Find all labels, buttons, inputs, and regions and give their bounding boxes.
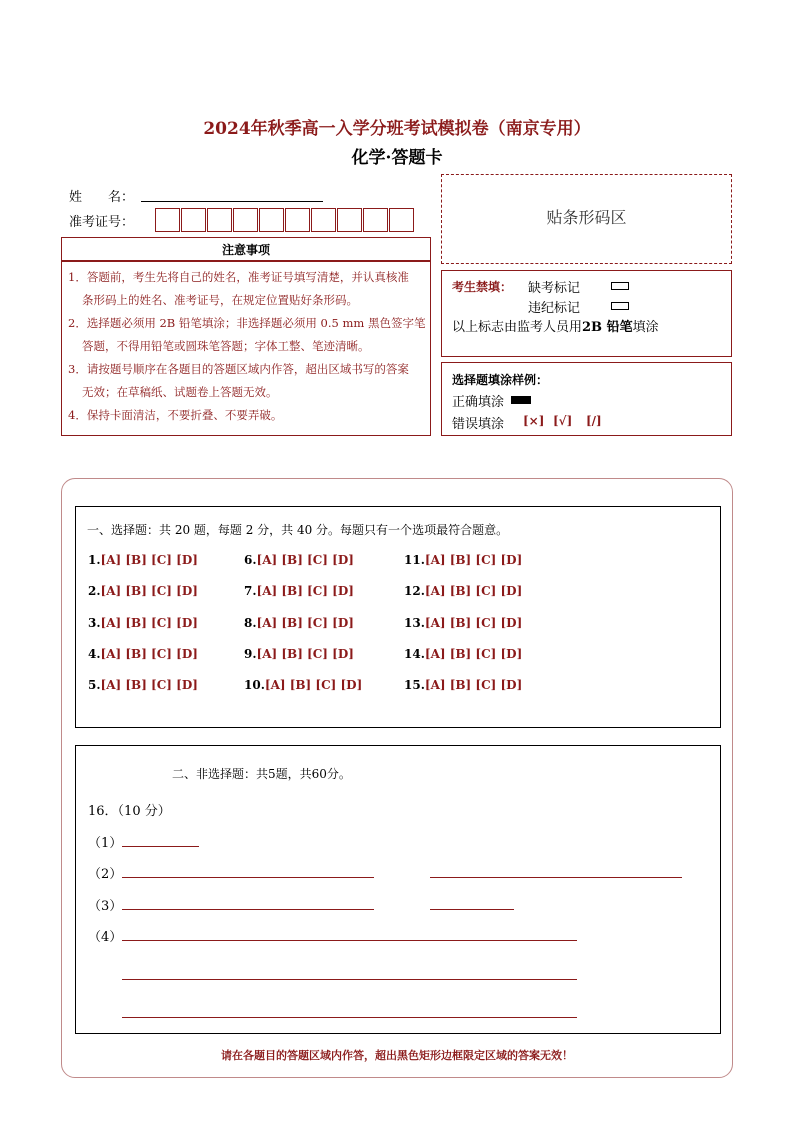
forbidden-label: 考生禁填：	[452, 280, 513, 294]
fill-example-title: 选择题填涂样例：	[452, 373, 549, 387]
choice-q12[interactable]: 12.[A] [B] [C] [D]	[404, 584, 523, 598]
choice-q13[interactable]: 13.[A] [B] [C] [D]	[404, 616, 523, 630]
part-3-label: （3）	[88, 899, 123, 914]
forbidden-panel	[441, 270, 732, 357]
part-3-answer-line-a[interactable]	[122, 909, 374, 910]
part-3-answer-line-b[interactable]	[430, 909, 514, 910]
part-4-answer-line-2[interactable]	[122, 979, 577, 980]
choice-q3[interactable]: 3.[A] [B] [C] [D]	[88, 616, 198, 630]
wrong-fill-slash: [/]	[586, 414, 602, 428]
notice-item: 条形码上的姓名、准考证号，在规定位置贴好条形码。	[82, 293, 358, 307]
exam-id-box[interactable]	[155, 208, 180, 232]
exam-id-box[interactable]	[181, 208, 206, 232]
notice-body	[61, 261, 431, 436]
choice-q2[interactable]: 2.[A] [B] [C] [D]	[88, 584, 198, 598]
choice-section	[75, 506, 721, 728]
choice-q5[interactable]: 5.[A] [B] [C] [D]	[88, 678, 198, 692]
choice-q7[interactable]: 7.[A] [B] [C] [D]	[244, 584, 354, 598]
violation-mark-box[interactable]	[611, 302, 629, 310]
exam-id-box[interactable]	[311, 208, 336, 232]
choice-q9[interactable]: 9.[A] [B] [C] [D]	[244, 647, 354, 661]
exam-id-box[interactable]	[337, 208, 362, 232]
choice-q14[interactable]: 14.[A] [B] [C] [D]	[404, 647, 523, 661]
part-2-answer-line-b[interactable]	[430, 877, 682, 878]
choice-q15[interactable]: 15.[A] [B] [C] [D]	[404, 678, 523, 692]
page-subtitle: 化学·答题卡	[351, 148, 443, 168]
fill-example-panel	[441, 362, 732, 436]
notice-item: 无效；在草稿纸、试题卷上答题无效。	[82, 385, 278, 399]
barcode-area: 贴条形码区	[441, 174, 732, 264]
exam-id-box[interactable]	[233, 208, 258, 232]
part-2-answer-line-a[interactable]	[122, 877, 374, 878]
exam-id-box[interactable]	[285, 208, 310, 232]
name-field[interactable]	[141, 201, 323, 202]
wrong-fill-check: [√]	[553, 414, 573, 428]
forbidden-note-suffix: 填涂	[632, 320, 659, 335]
part-1-label: （1）	[88, 836, 123, 851]
forbidden-note	[452, 316, 659, 335]
notice-item: 2．选择题必须用 2B 铅笔填涂；非选择题必须用 0.5 mm 黑色签字笔	[68, 316, 426, 330]
free-response-heading: 二、非选择题：共5题，共60分。	[172, 767, 351, 781]
exam-id-box[interactable]	[207, 208, 232, 232]
page-title: 2024年秋季高一入学分班考试模拟卷（南京专用）	[203, 119, 591, 139]
absent-mark-label: 缺考标记	[528, 281, 581, 296]
name-label: 姓 名：	[69, 190, 135, 205]
q16-label: 16．（10 分）	[88, 804, 171, 819]
absent-mark-box[interactable]	[611, 282, 629, 290]
exam-id-label: 准考证号：	[69, 215, 135, 230]
part-2-label: （2）	[88, 867, 123, 882]
part-4-answer-line-3[interactable]	[122, 1017, 577, 1018]
choice-q1[interactable]: 1.[A] [B] [C] [D]	[88, 553, 198, 567]
correct-fill-mark	[511, 396, 531, 404]
choice-q6[interactable]: 6.[A] [B] [C] [D]	[244, 553, 354, 567]
part-4-answer-line-1[interactable]	[122, 940, 577, 941]
wrong-fill-label: 错误填涂	[452, 417, 505, 432]
correct-fill-label: 正确填涂	[452, 395, 505, 410]
choice-q8[interactable]: 8.[A] [B] [C] [D]	[244, 616, 354, 630]
notice-heading: 注意事项	[61, 237, 431, 261]
footer-warning: 请在各题目的答题区域内作答，超出黑色矩形边框限定区域的答案无效！	[221, 1049, 573, 1062]
notice-item: 4．保持卡面清洁，不要折叠、不要弄破。	[68, 408, 283, 422]
part-4-label: （4）	[88, 930, 123, 945]
notice-item: 答题，不得用铅笔或圆珠笔答题；字体工整、笔迹清晰。	[82, 339, 370, 353]
forbidden-note-prefix: 以上标志由监考人员用	[452, 320, 583, 335]
violation-mark-label: 违纪标记	[528, 301, 581, 316]
free-response-section	[75, 745, 721, 1034]
wrong-fill-x: [×]	[523, 414, 545, 428]
notice-item: 3．请按题号顺序在各题目的答题区域内作答，超出区域书写的答案	[68, 362, 409, 376]
exam-id-box[interactable]	[259, 208, 284, 232]
part-1-answer-line[interactable]	[122, 846, 199, 847]
exam-id-box[interactable]	[363, 208, 388, 232]
exam-id-box[interactable]	[389, 208, 414, 232]
choice-heading: 一、选择题：共 20 题，每题 2 分，共 40 分。每题只有一个选项最符合题意。	[87, 523, 509, 537]
choice-q11[interactable]: 11.[A] [B] [C] [D]	[404, 553, 523, 567]
choice-q4[interactable]: 4.[A] [B] [C] [D]	[88, 647, 198, 661]
forbidden-note-bold: 2B 铅笔	[582, 320, 633, 335]
choice-q10[interactable]: 10.[A] [B] [C] [D]	[244, 678, 363, 692]
notice-item: 1．答题前，考生先将自己的姓名，准考证号填写清楚，并认真核准	[68, 270, 409, 284]
